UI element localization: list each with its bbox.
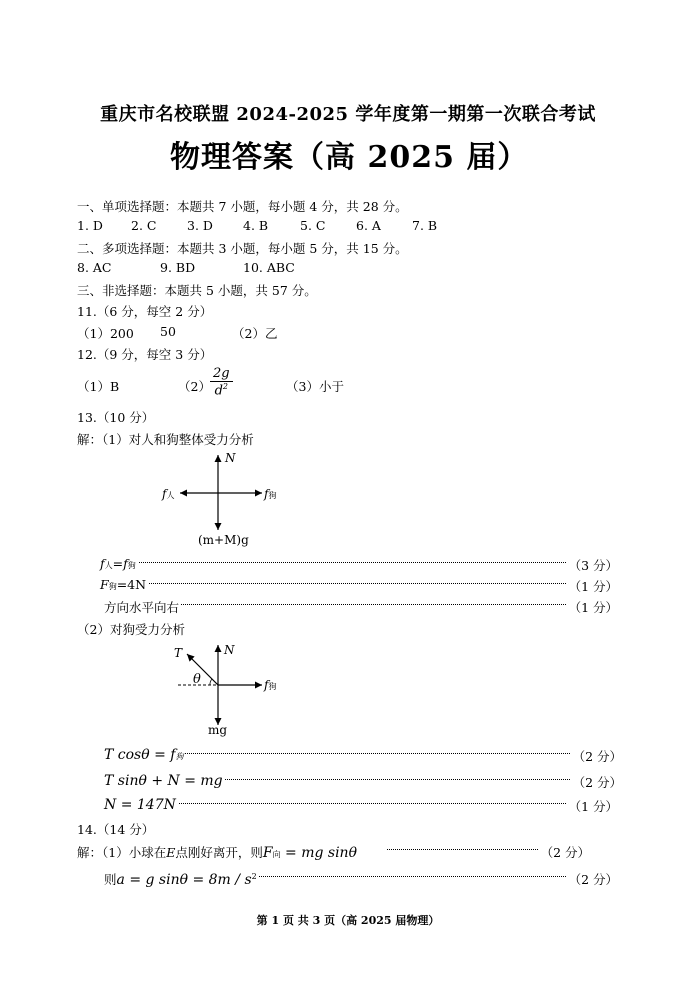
q13-eq5: T sinθ + N = mg (104, 773, 223, 789)
q12-part1: （1）B (77, 379, 120, 394)
q12-fraction (210, 366, 233, 398)
diagram2-weight-label: mg (208, 723, 228, 737)
q13-eq5-score: （2 分） (572, 775, 622, 790)
page-title: 重庆市名校联盟 2024-2025 学年度第一期第一次联合考试 (100, 104, 596, 125)
diagram1-f-right (264, 487, 276, 501)
eq-subscript: 人 (104, 561, 113, 570)
q13-eq6: N = 147N (104, 797, 176, 813)
answer-4: 4. B (243, 218, 269, 233)
eq-rest: =4N (116, 577, 147, 592)
q14-heading: 14.（14 分） (77, 822, 155, 837)
answer-8: 8. AC (77, 260, 112, 275)
eq-symbol: f (100, 556, 105, 571)
answer-9: 9. BD (160, 260, 196, 275)
q11-part1-value2: 50 (160, 324, 176, 339)
q13-eq1-row (100, 556, 618, 574)
q12-part3: （3）小于 (286, 379, 344, 394)
f-symbol: f (162, 487, 167, 501)
f-subscript: 狗 (268, 491, 277, 500)
q13-eq5-row (104, 773, 622, 791)
section1-heading: 一、单项选择题：本题共 7 小题，每小题 4 分，共 28 分。 (77, 199, 408, 214)
answer-1: 1. D (77, 218, 103, 233)
q14-line2-row (104, 870, 618, 888)
diagram2-N-label: N (224, 643, 235, 657)
q14-line1 (77, 843, 359, 861)
text: 则 (104, 872, 117, 887)
eq-subscript: 狗 (108, 582, 117, 591)
dot-leader (104, 604, 618, 605)
q13-eq3: 方向水平向右 (104, 600, 180, 615)
q14-line1-row (77, 843, 590, 861)
eq-text: T cosθ = f (104, 747, 176, 763)
angle-arc (210, 679, 212, 685)
q13-eq2-score: （1 分） (568, 579, 618, 594)
eq-subscript: 向 (272, 850, 281, 859)
dot-leader (100, 562, 618, 563)
q14-line2-score: （2 分） (568, 872, 618, 887)
f-symbol: f (264, 678, 269, 692)
denominator-exponent: 2 (222, 382, 228, 391)
eq-symbol: =f (112, 556, 128, 571)
dot-leader (100, 583, 618, 584)
q12-heading: 12.（9 分，每空 3 分） (77, 347, 213, 362)
q13-eq4-score: （2 分） (572, 749, 622, 764)
q13-eq4-row (104, 747, 622, 765)
answer-2: 2. C (131, 218, 157, 233)
q13-eq2-row (100, 577, 618, 595)
f-subscript: 人 (166, 491, 175, 500)
f-symbol: f (264, 487, 269, 501)
q14-line2 (104, 870, 259, 888)
diagram1-weight-label: (m+M)g (198, 533, 249, 547)
q11-heading: 11.（6 分，每空 2 分） (77, 304, 213, 319)
f-subscript: 狗 (268, 682, 277, 691)
text: 解：（1）小球在 (77, 845, 167, 860)
fraction-numerator: 2g (210, 366, 233, 382)
dot-leader (104, 803, 618, 804)
eq-text: a = g sinθ = 8m / s (116, 872, 252, 888)
q13-part2-text: （2）对狗受力分析 (77, 622, 185, 637)
answer-6: 6. A (356, 218, 381, 233)
diagram1-N-label: N (225, 451, 236, 465)
section3-heading: 三、非选择题：本题共 5 小题，共 57 分。 (77, 283, 317, 298)
answer-3: 3. D (187, 218, 213, 233)
eq-subscript: 狗 (175, 752, 184, 761)
diagram2-T-label: T (174, 646, 183, 660)
q13-eq6-score: （1 分） (568, 799, 618, 814)
tension-arrow (187, 654, 218, 685)
answer-10: 10. ABC (243, 260, 295, 275)
q11-part1: （1）200 (77, 326, 134, 341)
q13-eq4 (104, 747, 185, 763)
point-E: E (166, 845, 176, 860)
q14-line1-score: （2 分） (540, 845, 590, 860)
diagram1-f-left (162, 487, 174, 501)
section2-heading: 二、多项选择题：本题共 3 小题，每小题 5 分，共 15 分。 (77, 241, 408, 256)
q13-eq6-row (104, 797, 618, 815)
eq-symbol: F (100, 577, 109, 592)
q13-eq3-score: （1 分） (568, 600, 618, 615)
page-subtitle: 物理答案（高 2025 届） (170, 140, 529, 175)
q12-part2-label: （2） (178, 379, 211, 394)
diagram2-theta-label: θ (193, 672, 201, 687)
eq-text: = mg sinθ (280, 845, 358, 861)
q13-eq2 (100, 577, 148, 592)
eq-exponent: 2 (251, 871, 257, 881)
q13-eq1 (100, 556, 138, 571)
diagram2-f-label (264, 678, 276, 692)
page-footer: 第 1 页 共 3 页（高 2025 届物理） (256, 914, 440, 927)
q13-eq3-row (104, 598, 618, 616)
q13-part1-text: 解：（1）对人和狗整体受力分析 (77, 432, 254, 447)
q11-part2: （2）乙 (232, 326, 278, 341)
eq-symbol: F (262, 845, 273, 861)
text: 点刚好离开，则 (175, 845, 263, 860)
denominator-base: d (214, 383, 223, 399)
q13-heading: 13.（10 分） (77, 410, 155, 425)
answer-5: 5. C (300, 218, 326, 233)
eq-subscript: 狗 (127, 561, 136, 570)
answer-7: 7. B (412, 218, 438, 233)
fraction-denominator (210, 382, 233, 398)
q13-eq1-score: （3 分） (568, 558, 618, 573)
